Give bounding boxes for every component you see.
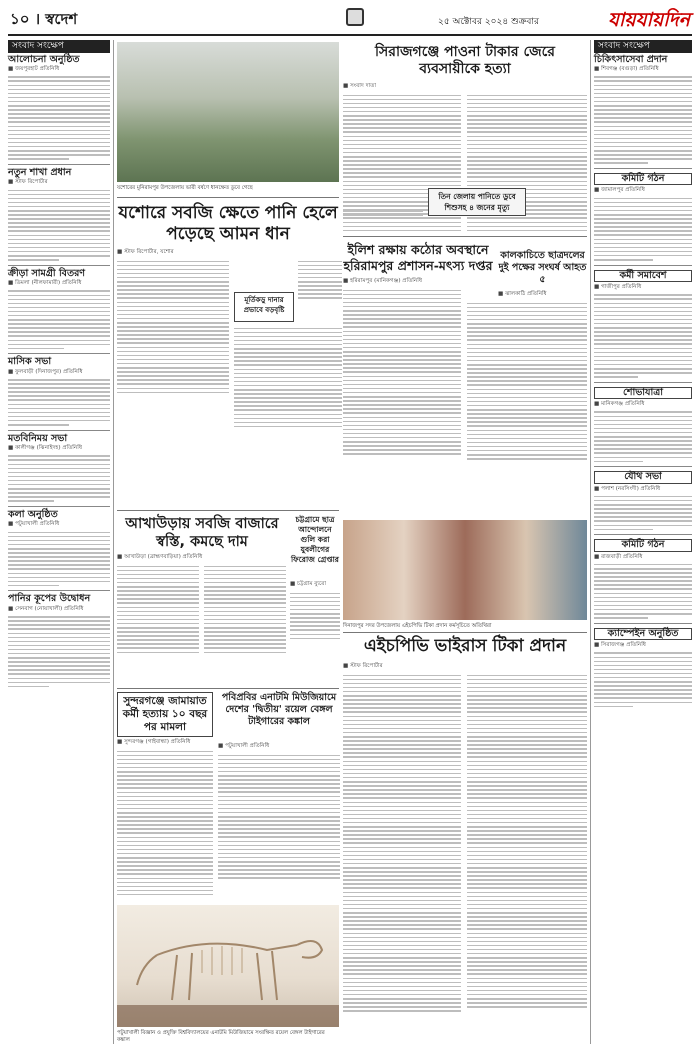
brief-body (594, 198, 692, 261)
article-body (343, 208, 423, 219)
column-divider (590, 40, 591, 1044)
brief-title: ক্যাম্পেইন অনুষ্ঠিত (594, 628, 692, 641)
article-byline: ■ ঝালকাঠি প্রতিনিধি (498, 291, 547, 297)
brief-byline: ■ জয়পুরহাট প্রতিনিধি (8, 66, 60, 73)
brief-item (594, 539, 692, 619)
article-headline: আখাউড়ায় সবজি বাজারে স্বস্তি, কমছে দাম (125, 516, 279, 550)
brief-title: যৌথ সভা (594, 471, 692, 484)
brief-byline: ■ পলাশ (নরসিংদী) প্রতিনিধি (594, 485, 661, 492)
article-body (343, 672, 461, 1014)
page-number: ১০ । স্বদেশ (10, 10, 78, 28)
article-byline: ■ আখাউড়া (ব্রাহ্মণবাড়িয়া) প্রতিনিধি (117, 554, 203, 560)
brief-body (8, 532, 110, 587)
brief-body (8, 76, 110, 159)
article-headline: এইচপিভি ভাইরাস টিকা প্রদান (363, 636, 567, 656)
brief-item (594, 471, 692, 530)
page-header (8, 4, 692, 36)
brief-byline: ■ সেনবাগ (নোয়াখালী) প্রতিনিধি (8, 605, 84, 612)
article-byline: ■ স্টাফ রিপোর্টার, যশোর (117, 249, 174, 255)
article-byline: ■ স্টাফ রিপোর্টার (343, 663, 383, 669)
brief-body (8, 379, 110, 426)
brief-item (594, 173, 692, 261)
brief-item (8, 267, 110, 350)
brief-title: কর্মী সমাবেশ (594, 270, 692, 283)
brief-title: পানির কূপের উদ্বোধন (8, 593, 91, 605)
pull-quote: তিন জেলায় পানিতে ডুবে শিশুসহ ৪ জনের মৃত্যু (428, 188, 526, 216)
brief-item (8, 432, 110, 502)
brief-body (594, 652, 692, 707)
article-headline: কালকাচিতে ছাত্রদলের দুই পক্ষের সংঘর্ষ আহত ৫ (498, 250, 587, 285)
brief-item (8, 595, 110, 687)
left-news-brief-column (8, 40, 110, 1044)
brief-title: আলোচনা অনুষ্ঠিত (8, 53, 80, 65)
brief-body (8, 616, 110, 687)
brief-title: কমিটি গঠন (594, 539, 692, 552)
article-headline: পবিপ্রবির এনাটমি মিউজিয়ামে দেশের 'দ্বিতীয়' রয়েল বেঙ্গল টাইগারের কঙ্কাল (221, 692, 337, 727)
brief-title: ক্রীড়া সামগ্রী বিতরণ (8, 267, 86, 279)
issue-date: ২৫ অক্টোবর ২০২৪ শুক্রবার (438, 17, 539, 27)
brief-byline: ■ পটুয়াখালী প্রতিনিধি (8, 521, 60, 528)
brief-byline: ■ জামালপুর প্রতিনিধি (594, 187, 645, 194)
photo-caption: দিনাজপুর সদর উপজেলায় এইচপিভি টিকা প্রদান কর্মসূচিতে অতিথিরা (343, 623, 492, 629)
newspaper-logo: যায়যায়দিন (607, 9, 690, 31)
tiger-skeleton-photo (117, 905, 339, 1027)
brief-byline: ■ স্টাফ রিপোর্টার (8, 179, 48, 186)
right-section-heading: সংবাদ সংক্ষেপ (594, 40, 692, 53)
brief-item (8, 358, 110, 425)
article-body (290, 590, 340, 642)
brief-title: নতুন শাখা প্রধান (8, 166, 72, 178)
article-byline: ■ পটুয়াখালী প্রতিনিধি (218, 743, 270, 749)
brief-title: কমিটি গঠন (594, 173, 692, 186)
right-news-brief-column (594, 40, 692, 1044)
brief-title: শোভাযাত্রা (594, 387, 692, 400)
brief-body (594, 294, 692, 377)
article-headline: ইলিশ রক্ষায় কঠোর অবস্থানে হরিরামপুর প্রশাসন-মৎস্য দপ্তর (343, 242, 493, 273)
brief-item (594, 387, 692, 462)
brief-body (8, 190, 110, 261)
brief-item (594, 628, 692, 708)
article-headline: সুন্দরগঞ্জে জামায়াত কর্মী হত্যায় ১০ বছর পর মামলা (117, 692, 213, 737)
article-byline: ■ সুন্দরগঞ্জ (গাইবান্ধা) প্রতিনিধি (117, 739, 191, 745)
column-divider (113, 40, 114, 1044)
photo-caption: যশোরের মুনিরামপুর উপজেলায় ভারী বর্ষণে ধানক্ষেত ডুবে গেছে (117, 185, 253, 191)
article-body (467, 300, 587, 462)
brief-byline: ■ শিবগঞ্জ (বগুড়া) প্রতিনিধি (594, 66, 659, 73)
article-body (218, 752, 340, 882)
article-headline: চট্টগ্রামে ছাত্র আন্দোলনে গুলি করা যুবলীগের ফিরোজ গ্রেপ্তার (291, 515, 339, 564)
brief-byline: ■ গাজীপুর প্রতিনিধি (594, 284, 642, 291)
article-byline: ■ সংবাদ দাতা (343, 83, 376, 89)
hpv-vaccination-event-photo (343, 520, 587, 620)
article-body (117, 748, 213, 898)
brief-body (594, 411, 692, 462)
brief-item (8, 508, 110, 587)
left-section-heading: সংবাদ সংক্ষেপ (8, 40, 110, 53)
article-headline: সিরাজগঞ্জে পাওনা টাকার জেরে ব্যবসায়ীকে হত্যা (375, 44, 555, 77)
brief-title: মতবিনিময় সভা (8, 432, 68, 444)
brief-body (8, 290, 110, 349)
brief-item (8, 166, 110, 261)
pull-quote: মূর্তিকড়ু দানার প্রভাবে বড়বৃষ্টি (234, 292, 294, 322)
article-body (298, 258, 342, 302)
brief-body (594, 76, 692, 163)
article-body (204, 563, 286, 656)
article-body (467, 672, 587, 1010)
brief-byline: ■ ডিমলা (নীলফামারী) প্রতিনিধি (8, 280, 82, 287)
photo-caption: পটুয়াখালী বিজ্ঞান ও প্রযুক্তি বিশ্ববিদ্যালয়ের এনাটমি মিউজিয়ামে সংরক্ষিত রয়েল বেঙ্গল টাইগারের কঙ্কাল (117, 1030, 325, 1043)
article-byline: ■ চট্টগ্রাম ব্যুরো (290, 581, 326, 587)
newspaper-emblem-icon (346, 8, 364, 26)
article-body (117, 258, 229, 396)
brief-item (594, 270, 692, 378)
brief-body (594, 496, 692, 530)
brief-byline: ■ কালীগঞ্জ (ঝিনাইদহ) প্রতিনিধি (8, 445, 82, 452)
article-body (234, 325, 342, 430)
brief-item (8, 53, 110, 160)
brief-body (8, 455, 110, 502)
rain-flooded-field-photo (117, 42, 339, 182)
brief-title: কলা অনুষ্ঠিত (8, 508, 58, 520)
brief-item (594, 53, 692, 164)
brief-byline: ■ রাজবাড়ী প্রতিনিধি (594, 553, 643, 560)
brief-byline: ■ সিরাজগঞ্জ প্রতিনিধি (594, 642, 646, 649)
brief-title: চিকিৎসাসেবা প্রদান (594, 53, 668, 65)
brief-byline: ■ মানিকগঞ্জ প্রতিনিধি (594, 401, 645, 408)
article-body (117, 563, 199, 656)
article-headline: যশোরে সবজি ক্ষেতে পানি হেলে পড়েছে আমন ধান (118, 203, 338, 244)
brief-title: মাসিক সভা (8, 356, 52, 368)
skeleton-illustration (117, 905, 339, 1027)
brief-body (594, 564, 692, 619)
brief-byline: ■ ফুলবাড়ী (দিনাজপুর) প্রতিনিধি (8, 368, 83, 375)
article-byline: ■ হরিরামপুর (মানিকগঞ্জ) প্রতিনিধি (343, 278, 422, 284)
article-body (343, 287, 461, 457)
